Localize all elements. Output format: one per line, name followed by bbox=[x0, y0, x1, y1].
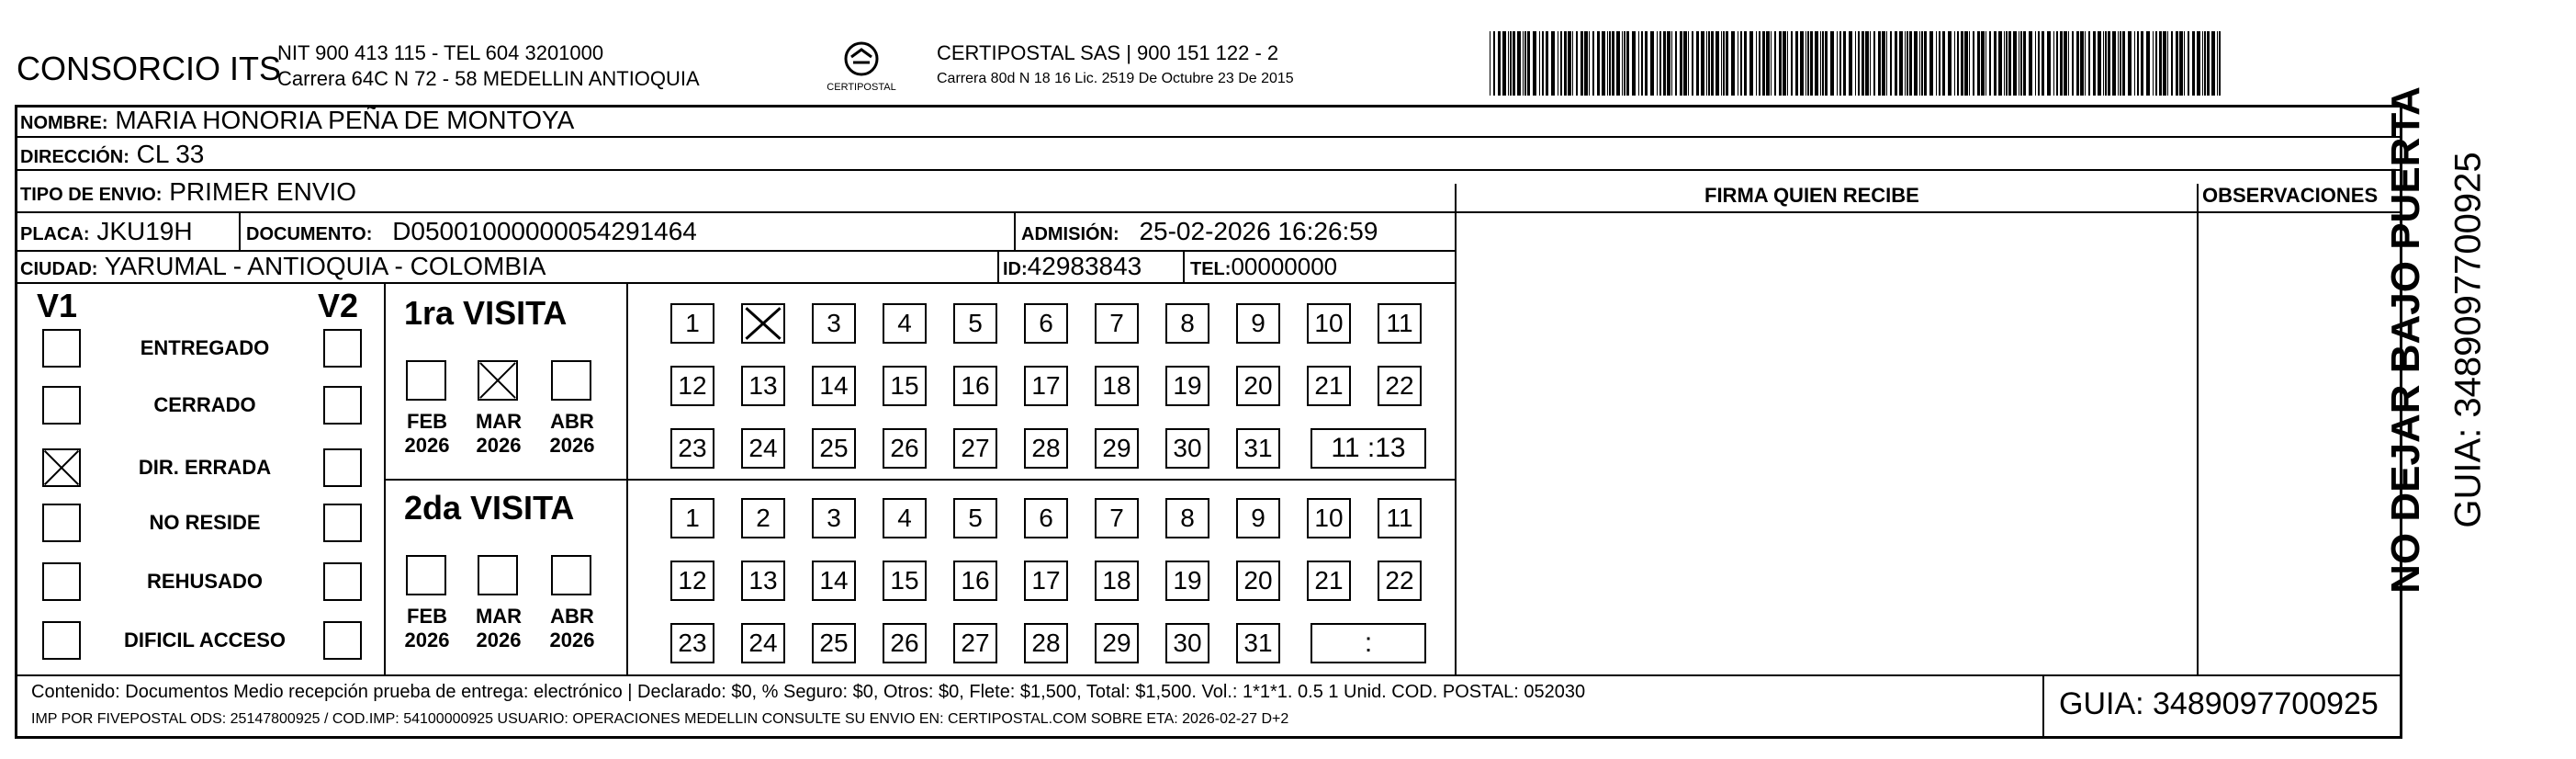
carrier-info bbox=[937, 40, 1294, 92]
month-name: ABR bbox=[550, 605, 594, 628]
second-visit-time[interactable]: : bbox=[1310, 623, 1426, 663]
month-checkbox[interactable] bbox=[406, 555, 446, 595]
logo-text: CERTIPOSTAL bbox=[827, 82, 896, 93]
first-visit-day-box[interactable]: 12 bbox=[670, 366, 714, 406]
company-info bbox=[277, 40, 700, 92]
v1-checkbox[interactable] bbox=[42, 562, 81, 601]
status-label: REHUSADO bbox=[147, 570, 263, 593]
first-visit-day-box[interactable]: 20 bbox=[1236, 366, 1280, 406]
tel-value: 00000000 bbox=[1231, 253, 1338, 280]
admision-value: 25-02-2026 16:26:59 bbox=[1139, 217, 1378, 245]
first-visit-day-box[interactable]: 5 bbox=[953, 303, 997, 344]
col-line bbox=[2042, 674, 2044, 739]
first-visit-day-box[interactable]: 15 bbox=[883, 366, 927, 406]
status-label: CERRADO bbox=[153, 393, 256, 416]
firma-label: FIRMA QUIEN RECIBE bbox=[1704, 184, 1919, 207]
first-visit-day-box[interactable]: 3 bbox=[812, 303, 856, 344]
second-visit-day-box[interactable]: 10 bbox=[1307, 498, 1351, 538]
v2-checkbox[interactable] bbox=[323, 329, 362, 368]
row-line bbox=[384, 479, 1455, 481]
second-visit-day-box[interactable]: 18 bbox=[1095, 561, 1139, 601]
first-visit-day-box[interactable]: 23 bbox=[670, 428, 714, 469]
footer-contenido: Contenido: Documentos Medio recepción prueba de entrega: electrónico | Declarado: $0, % Seguro: $0, Otros: $0, Flete: $1,500, Total: $1,500. Vol.: 1*1*1. 0.5 1 Unid. COD. POSTAL: 052030 bbox=[31, 682, 1586, 702]
month-year: 2026 bbox=[476, 434, 522, 457]
month-name: FEB bbox=[407, 605, 447, 628]
first-visit-day-box[interactable]: 24 bbox=[741, 428, 785, 469]
company-address: Carrera 64C N 72 - 58 MEDELLIN ANTIOQUIA bbox=[277, 67, 700, 90]
direccion-value: CL 33 bbox=[136, 140, 205, 168]
row-line bbox=[15, 169, 2402, 171]
first-visit-day-box[interactable]: 17 bbox=[1024, 366, 1068, 406]
nombre-row bbox=[20, 107, 574, 137]
month-year: 2026 bbox=[549, 434, 595, 457]
carrier-line: CERTIPOSTAL SAS | 900 151 122 - 2 bbox=[937, 41, 1279, 64]
row-line bbox=[15, 674, 2402, 676]
admision-row bbox=[1021, 218, 1378, 248]
first-visit-day-box[interactable]: 8 bbox=[1165, 303, 1209, 344]
id-row bbox=[1003, 253, 1142, 283]
nit-line: NIT 900 413 115 - TEL 604 3201000 bbox=[277, 41, 604, 64]
tel-label: TEL: bbox=[1190, 259, 1232, 279]
second-visit-day-box[interactable]: 12 bbox=[670, 561, 714, 601]
second-visit-day-box[interactable]: 4 bbox=[883, 498, 927, 538]
first-visit-day-box[interactable]: 21 bbox=[1307, 366, 1351, 406]
first-visit-day-box[interactable]: 25 bbox=[812, 428, 856, 469]
first-visit-day-box[interactable]: 19 bbox=[1165, 366, 1209, 406]
admision-label: ADMISIÓN: bbox=[1021, 224, 1119, 244]
second-visit-day-box[interactable]: 6 bbox=[1024, 498, 1068, 538]
second-visit-day-box[interactable]: 26 bbox=[883, 623, 927, 663]
direccion-label: DIRECCIÓN: bbox=[20, 147, 129, 167]
documento-label: DOCUMENTO: bbox=[246, 224, 373, 244]
month-label bbox=[395, 605, 459, 652]
second-visit-day-box[interactable]: 9 bbox=[1236, 498, 1280, 538]
col-line bbox=[1183, 250, 1185, 282]
month-name: MAR bbox=[475, 410, 523, 433]
month-label bbox=[467, 410, 531, 458]
observaciones-label: OBSERVACIONES bbox=[2202, 184, 2379, 207]
footer-impresion: IMP POR FIVEPOSTAL ODS: 25147800925 / COD.IMP: 54100000925 USUARIO: OPERACIONES MEDELLIN CONSULTE SU ENVIO EN: CERTIPOSTAL.COM SOBRE ETA: 2026-02-27 D+2 bbox=[31, 711, 1289, 727]
second-visit-day-box[interactable]: 29 bbox=[1095, 623, 1139, 663]
v1-checkbox[interactable] bbox=[42, 386, 81, 425]
second-visit-day-box[interactable]: 11 bbox=[1378, 498, 1422, 538]
month-year: 2026 bbox=[476, 629, 522, 651]
no-dejar-bajo-puerta: NO DEJAR BAJO PUERTA bbox=[2383, 86, 2428, 594]
v1-checkbox[interactable] bbox=[42, 504, 81, 542]
tipo-row bbox=[20, 178, 356, 209]
month-label bbox=[395, 410, 459, 458]
placa-value: JKU19H bbox=[96, 217, 193, 245]
month-checkbox[interactable] bbox=[406, 360, 446, 401]
col-line bbox=[1455, 184, 1457, 674]
status-label: ENTREGADO bbox=[140, 336, 270, 359]
first-visit-day-box[interactable]: 1 bbox=[670, 303, 714, 344]
col-line bbox=[997, 250, 999, 282]
second-visit-day-box[interactable]: 28 bbox=[1024, 623, 1068, 663]
first-visit-title: 1ra VISITA bbox=[404, 294, 568, 332]
side-guia-number: GUIA: 3489097700925 bbox=[2447, 152, 2489, 528]
tipo-label: TIPO DE ENVIO: bbox=[20, 185, 163, 205]
second-visit-day-box[interactable]: 17 bbox=[1024, 561, 1068, 601]
company-name: CONSORCIO ITS bbox=[17, 50, 282, 87]
first-visit-day-box[interactable]: 11 bbox=[1378, 303, 1422, 344]
barcode-icon bbox=[1490, 31, 2222, 96]
nombre-value: MARIA HONORIA PEÑA DE MONTOYA bbox=[115, 106, 575, 134]
second-visit-day-box[interactable]: 15 bbox=[883, 561, 927, 601]
second-visit-day-box[interactable]: 13 bbox=[741, 561, 785, 601]
v1-checkbox[interactable] bbox=[42, 448, 81, 487]
status-label: NO RESIDE bbox=[149, 511, 261, 534]
second-visit-day-box[interactable]: 3 bbox=[812, 498, 856, 538]
placa-row bbox=[20, 218, 193, 248]
month-label bbox=[540, 410, 604, 458]
certipostal-logo bbox=[816, 37, 907, 101]
documento-value: D05001000000054291464 bbox=[392, 217, 697, 245]
second-visit-day-box[interactable]: 16 bbox=[953, 561, 997, 601]
status-label: DIFICIL ACCESO bbox=[123, 629, 286, 651]
nombre-label: NOMBRE: bbox=[20, 113, 108, 133]
first-visit-day-box[interactable]: 31 bbox=[1236, 428, 1280, 469]
month-checkbox[interactable] bbox=[478, 555, 518, 595]
second-visit-day-box[interactable]: 19 bbox=[1165, 561, 1209, 601]
first-visit-day-box[interactable]: 10 bbox=[1307, 303, 1351, 344]
month-year: 2026 bbox=[404, 629, 450, 651]
id-label: ID: bbox=[1003, 259, 1028, 279]
first-visit-day-box[interactable] bbox=[741, 303, 785, 344]
first-visit-day-box[interactable]: 13 bbox=[741, 366, 785, 406]
ciudad-row bbox=[20, 253, 546, 283]
second-visit-day-box[interactable]: 21 bbox=[1307, 561, 1351, 601]
second-visit-day-box[interactable]: 24 bbox=[741, 623, 785, 663]
row-line bbox=[1455, 211, 2402, 213]
logo-icon bbox=[816, 37, 907, 101]
placa-label: PLACA: bbox=[20, 224, 90, 244]
v2-checkbox[interactable] bbox=[323, 562, 362, 601]
first-visit-day-box[interactable]: 28 bbox=[1024, 428, 1068, 469]
footer-guia-number: GUIA: 3489097700925 bbox=[2059, 686, 2379, 721]
second-visit-day-box[interactable]: 22 bbox=[1378, 561, 1422, 601]
first-visit-day-box[interactable]: 16 bbox=[953, 366, 997, 406]
tipo-value: PRIMER ENVIO bbox=[169, 177, 357, 206]
v2-label: V2 bbox=[318, 287, 359, 324]
month-year: 2026 bbox=[549, 629, 595, 651]
first-visit-day-box[interactable]: 9 bbox=[1236, 303, 1280, 344]
tel-row bbox=[1190, 253, 1337, 283]
second-visit-day-box[interactable]: 20 bbox=[1236, 561, 1280, 601]
first-visit-time[interactable]: 11 :13 bbox=[1310, 428, 1426, 469]
month-name: MAR bbox=[475, 605, 523, 628]
v1-label: V1 bbox=[37, 287, 78, 324]
second-visit-day-box[interactable]: 31 bbox=[1236, 623, 1280, 663]
second-visit-day-box[interactable]: 1 bbox=[670, 498, 714, 538]
ciudad-value: YARUMAL - ANTIOQUIA - COLOMBIA bbox=[104, 252, 546, 280]
v2-checkbox[interactable] bbox=[323, 504, 362, 542]
v2-checkbox[interactable] bbox=[323, 386, 362, 425]
month-label bbox=[467, 605, 531, 652]
first-visit-day-box[interactable]: 26 bbox=[883, 428, 927, 469]
month-checkbox[interactable] bbox=[478, 360, 518, 401]
first-visit-day-box[interactable]: 29 bbox=[1095, 428, 1139, 469]
month-checkbox[interactable] bbox=[551, 555, 591, 595]
second-visit-day-box[interactable]: 30 bbox=[1165, 623, 1209, 663]
first-visit-day-box[interactable]: 22 bbox=[1378, 366, 1422, 406]
second-visit-day-box[interactable]: 2 bbox=[741, 498, 785, 538]
first-visit-day-box[interactable]: 30 bbox=[1165, 428, 1209, 469]
second-visit-title: 2da VISITA bbox=[404, 489, 575, 527]
month-checkbox[interactable] bbox=[551, 360, 591, 401]
v1-checkbox[interactable] bbox=[42, 329, 81, 368]
first-visit-day-box[interactable]: 4 bbox=[883, 303, 927, 344]
month-year: 2026 bbox=[404, 434, 450, 457]
second-visit-day-box[interactable]: 8 bbox=[1165, 498, 1209, 538]
direccion-row bbox=[20, 141, 204, 171]
month-name: ABR bbox=[550, 410, 594, 433]
status-label: DIR. ERRADA bbox=[138, 456, 272, 479]
v2-checkbox[interactable] bbox=[323, 448, 362, 487]
id-value: 42983843 bbox=[1027, 252, 1142, 280]
first-visit-day-box[interactable]: 27 bbox=[953, 428, 997, 469]
first-visit-day-box[interactable]: 6 bbox=[1024, 303, 1068, 344]
col-line bbox=[1014, 211, 1016, 250]
second-visit-day-box[interactable]: 7 bbox=[1095, 498, 1139, 538]
second-visit-day-box[interactable]: 27 bbox=[953, 623, 997, 663]
ciudad-label: CIUDAD: bbox=[20, 259, 98, 279]
month-label bbox=[540, 605, 604, 652]
second-visit-day-box[interactable]: 14 bbox=[812, 561, 856, 601]
v2-checkbox[interactable] bbox=[323, 621, 362, 660]
second-visit-day-box[interactable]: 5 bbox=[953, 498, 997, 538]
v1-checkbox[interactable] bbox=[42, 621, 81, 660]
documento-row bbox=[246, 218, 697, 248]
first-visit-day-box[interactable]: 14 bbox=[812, 366, 856, 406]
second-visit-day-box[interactable]: 23 bbox=[670, 623, 714, 663]
col-line bbox=[2197, 184, 2199, 674]
month-name: FEB bbox=[407, 410, 447, 433]
first-visit-day-box[interactable]: 7 bbox=[1095, 303, 1139, 344]
carrier-address: Carrera 80d N 18 16 Lic. 2519 De Octubre 23 De 2015 bbox=[937, 71, 1294, 86]
col-line bbox=[239, 211, 241, 250]
second-visit-day-box[interactable]: 25 bbox=[812, 623, 856, 663]
first-visit-day-box[interactable]: 18 bbox=[1095, 366, 1139, 406]
